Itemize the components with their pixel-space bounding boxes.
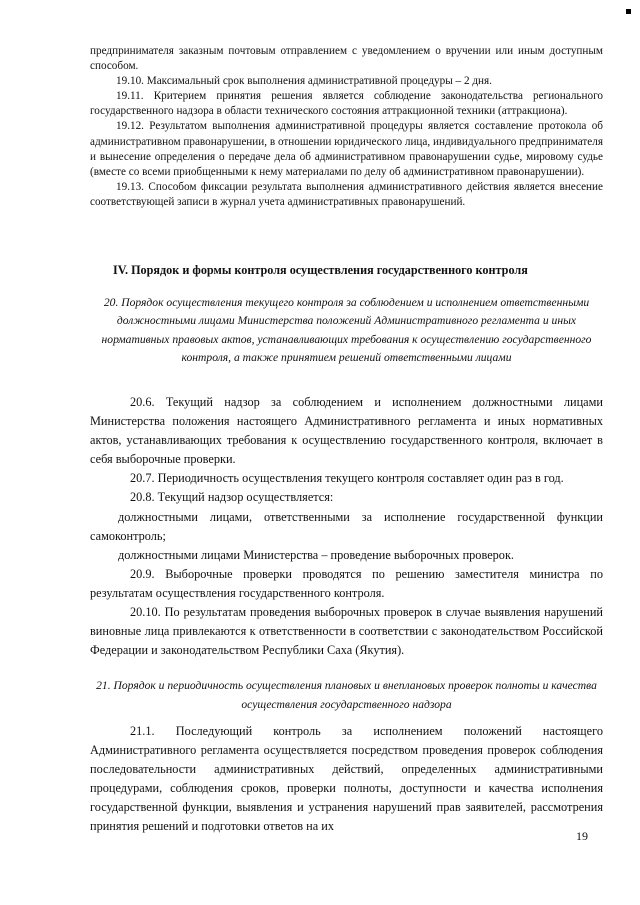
- corner-mark: [626, 9, 631, 14]
- paragraph: 21.1. Последующий контроль за исполнением положений настоящего Административного регламента осуществляется посредством проведения проверок соблюдения последовательности административных действий, определенных административными процедурами, соблюдения сроков, проверки полноты, доступности и качества исполнения государственной функции, выявления и устранения нарушений прав заявителей, рассмотрения принятия решений и подготовки ответов на их: [90, 724, 603, 834]
- paragraph: 20.10. По результатам проведения выборочных проверок в случае выявления нарушений виновные лица привлекаются к ответственности в соответствии с законодательством Российской Федерации и законодательством Республики Саха (Якутия).: [90, 605, 603, 658]
- paragraph: должностными лицами, ответственными за исполнение государственной функции самоконтроль;: [90, 509, 603, 543]
- section-20-text: [90, 393, 603, 660]
- subheading-21: 21. Порядок и периодичность осуществления плановых и внеплановых проверок полноты и качества осуществления государственного надзора: [96, 679, 597, 711]
- subheading-20: 20. Порядок осуществления текущего контроля за соблюдением и исполнением ответственными должностными лицами Министерства положений Административного регламента и иных нормативных правовых актов, устанавливающих требования к осуществлению государственного контроля, а также принятием решений ответственными лицами: [101, 296, 592, 364]
- paragraph: 19.12. Результатом выполнения административной процедуры является составление протокола об административном правонарушении, в отношении юридического лица, индивидуального предпринимателя и вынесение определения о передаче дела об административном правонарушении судье, мировому судье (вместе со всеми приобщенными к нему материалами по делу об административном правонарушении).: [90, 120, 603, 178]
- section-21-text: [90, 722, 603, 837]
- paragraph: должностными лицами Министерства – проведение выборочных проверок.: [118, 547, 514, 562]
- chapter-title: IV. Порядок и формы контроля осуществления государственного контроля: [113, 263, 528, 277]
- paragraph: 19.11. Критерием принятия решения является соблюдение законодательства регионального государственного надзора в области технического состояния аттракционной техники (аттракциона).: [90, 90, 603, 118]
- paragraph: 20.9. Выборочные проверки проводятся по решению заместителя министра по результатам осуществления государственного контроля.: [90, 566, 603, 600]
- section-19-text: [90, 44, 603, 210]
- paragraph: 20.8. Текущий надзор осуществляется:: [130, 490, 334, 505]
- paragraph: 20.6. Текущий надзор за соблюдением и исполнением должностными лицами Министерства положения настоящего Административного регламента и иных нормативных актов, устанавливающих требования к осуществлению государственного контроля, включает в себя выборочные проверки.: [90, 395, 603, 467]
- paragraph: 20.7. Периодичность осуществления текущего контроля составляет один раз в год.: [130, 471, 564, 486]
- paragraph: 19.13. Способом фиксации результата выполнения административного действия является внесение соответствующей записи в журнал учета административных правонарушений.: [90, 180, 603, 208]
- page-number: 19: [576, 829, 588, 843]
- paragraph: предпринимателя заказным почтовым отправлением с уведомлением о вручении или иным доступным способом.: [90, 45, 603, 73]
- paragraph: 19.10. Максимальный срок выполнения административной процедуры – 2 дня.: [116, 75, 492, 88]
